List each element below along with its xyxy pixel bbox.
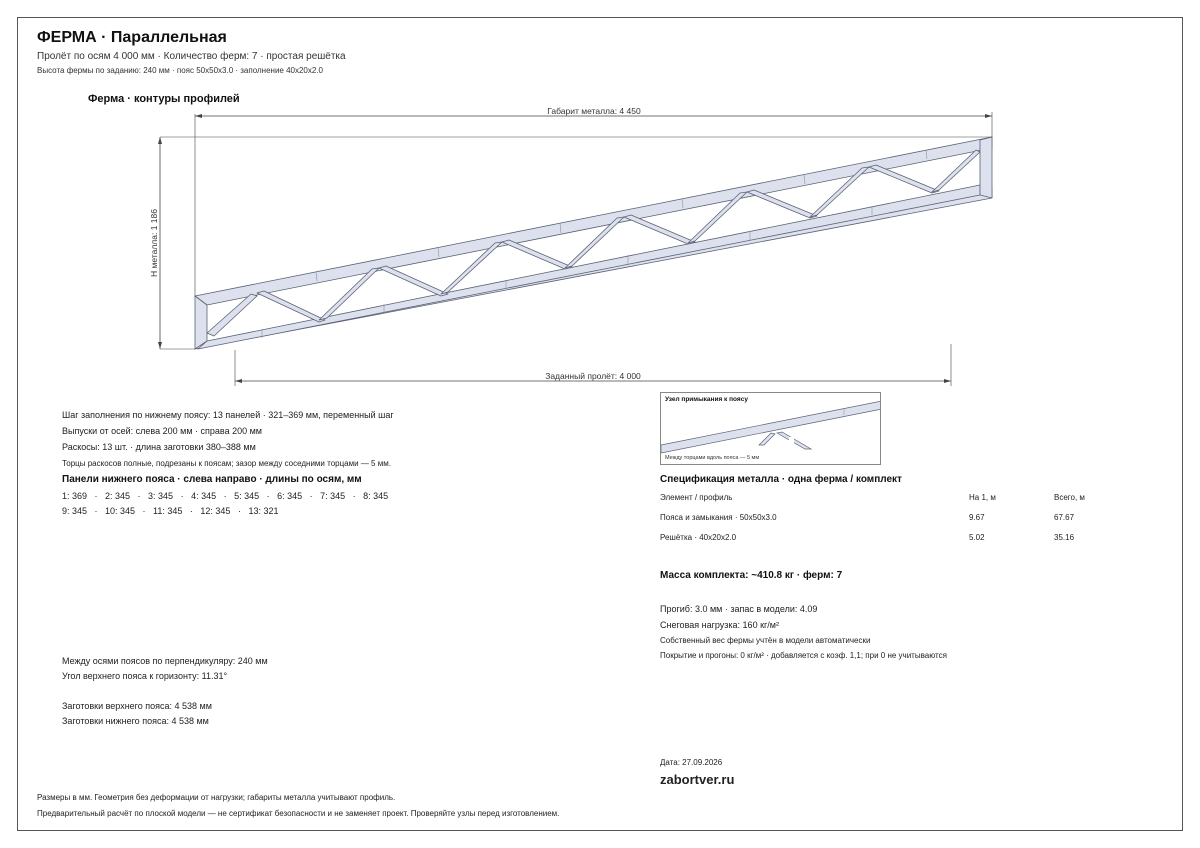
deflection-text: Прогиб: 3.0 мм · запас в модели: 4.09 [660, 604, 818, 614]
diagonal [747, 190, 817, 218]
spec-cell-element: Решётка · 40x20x2.0 [660, 533, 737, 542]
spec-title: Спецификация металла · одна ферма / комплект [660, 474, 902, 485]
diagonal [257, 291, 325, 322]
span-dimension-label: Заданный пролёт: 4 000 [545, 371, 641, 381]
fill-step-text: Шаг заполнения по нижнему поясу: 13 панелей · 321–369 мм, переменный шаг [62, 410, 394, 420]
self-weight-text: Собственный вес фермы учтён в модели автоматически [660, 636, 871, 645]
inset-title: Узел примыкания к поясу [665, 396, 748, 403]
diagonals-text: Раскосы: 13 шт. · длина заготовки 380–388 мм [62, 442, 256, 452]
diagonal [502, 240, 572, 269]
truss-drawing [0, 0, 1200, 400]
inset-caption: Между торцами вдоль пояса — 5 мм [665, 455, 760, 461]
left-end-post [195, 296, 207, 349]
node-detail-inset [660, 392, 881, 465]
date-text: Дата: 27.09.2026 [660, 758, 723, 767]
diagonal [624, 215, 695, 244]
spec-cell-total: 35.16 [1054, 533, 1075, 542]
spec-cell-per-one: 5.02 [969, 533, 985, 542]
panels-row-2: 9: 345 · 10: 345 · 11: 345 · 12: 345 · 13: 321 [62, 506, 279, 516]
spec-col-total: Всего, м [1054, 493, 1085, 502]
span-summary: Пролёт по осям 4 000 мм · Количество ферм: 7 · простая решётка [37, 51, 346, 62]
right-end-post [980, 137, 992, 198]
overhangs-text: Выпуски от осей: слева 200 мм · справа 200 мм [62, 426, 262, 436]
spec-col-per-one: На 1, м [969, 493, 996, 502]
page-title: ФЕРМА · Параллельная [37, 29, 227, 46]
top-blanks-text: Заготовки верхнего пояса: 4 538 мм [62, 701, 212, 711]
diagonal [379, 266, 448, 296]
profile-summary: Высота фермы по заданию: 240 мм · пояс 50x50x3.0 · заполнение 40x20x2.0 [37, 66, 323, 75]
panels-title: Панели нижнего пояса · слева направо · длины по осям, мм [62, 474, 362, 485]
axis-distance-text: Между осями поясов по перпендикуляру: 240 мм [62, 656, 268, 666]
overall-dimension-label: Габарит металла: 4 450 [547, 106, 641, 116]
snow-load-text: Снеговая нагрузка: 160 кг/м² [660, 620, 779, 630]
brand-name: zabortver.ru [660, 772, 735, 787]
spec-col-element: Элемент / профиль [660, 493, 733, 502]
roofing-text: Покрытие и прогоны: 0 кг/м² · добавляется с коэф. 1,1; при 0 не учитываются [660, 651, 947, 660]
kit-mass: Масса комплекта: ~410.8 кг · ферм: 7 [660, 570, 843, 581]
footer-note-1: Размеры в мм. Геометрия без деформации от нагрузки; габариты металла учитывают профиль. [37, 793, 396, 802]
top-angle-text: Угол верхнего пояса к горизонту: 11.31° [62, 671, 228, 681]
spec-cell-total: 67.67 [1054, 513, 1075, 522]
spec-cell-element: Пояса и замыкания · 50x50x3.0 [660, 513, 777, 522]
footer-note-2: Предварительный расчёт по плоской модели — не сертификат безопасности и не заменяет проект. Проверяйте узлы перед изготовлением. [37, 809, 560, 818]
diagonal [869, 165, 939, 193]
height-dimension-label: H металла: 1 186 [149, 209, 159, 277]
bottom-blanks-text: Заготовки нижнего пояса: 4 538 мм [62, 716, 209, 726]
spec-cell-per-one: 9.67 [969, 513, 985, 522]
drawing-title: Ферма · контуры профилей [88, 93, 240, 105]
ends-note: Торцы раскосов полные, подрезаны к поясам; зазор между соседними торцами — 5 мм. [62, 459, 391, 468]
panels-row-1: 1: 369 · 2: 345 · 3: 345 · 4: 345 · 5: 345 · 6: 345 · 7: 345 · 8: 345 [62, 491, 389, 501]
